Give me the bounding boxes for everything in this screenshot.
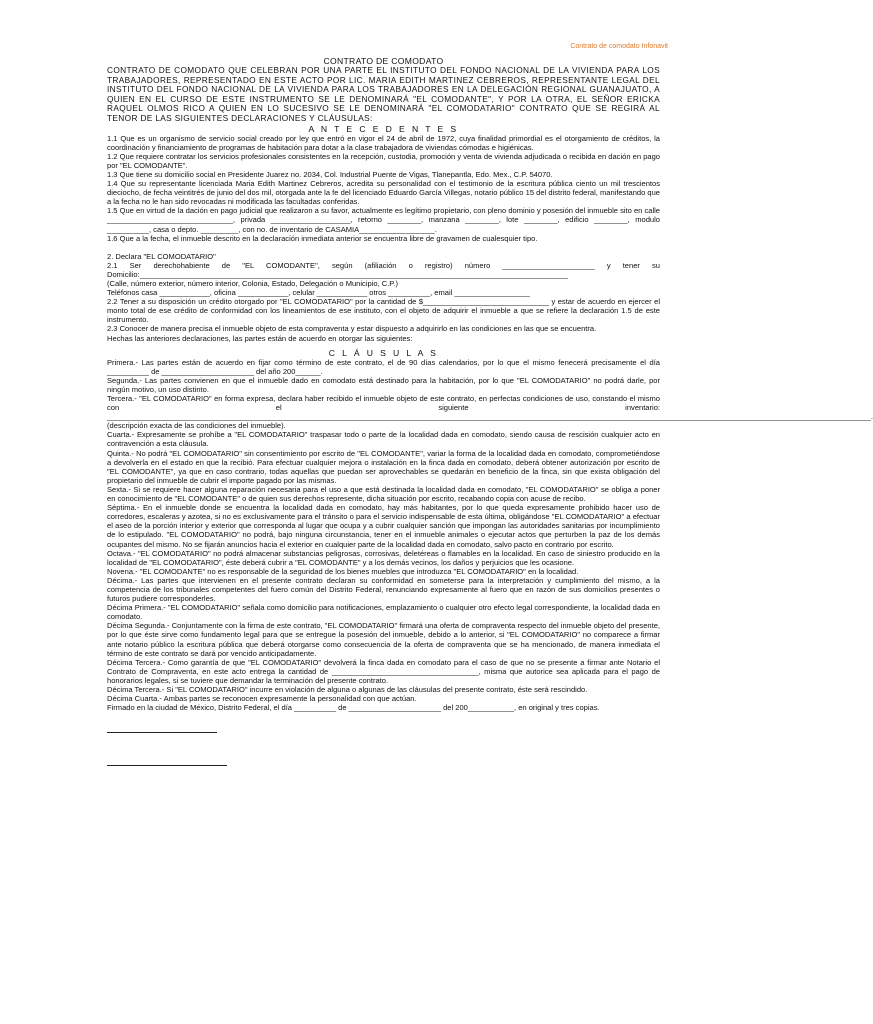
telefonos-line: Teléfonos casa ____________, oficina ____________, celular ____________ otros __________, email __________________ — [107, 288, 530, 298]
header-link[interactable]: Contrato de comodato Infonavit — [570, 43, 668, 50]
clausula-decima: Décima.- Las partes que intervienen en el presente contrato declaran su conformidad en someterse para la interpretación y cumplimiento del mismo, a la competencia de los tribunales competentes del fuero común del Distrito Federal, renunciando expresamente al fuero que en razón de sus domicilios presentes o futuros pudiere corresponderles. — [107, 575, 660, 604]
firma-lugar-fecha: Firmado en la ciudad de México, Distrito Federal, el día __________ de ______________________ del 200___________, en original y tres copias. — [107, 703, 600, 713]
antecedente-1-6: 1.6 Que a la fecha, el inmueble descrito en la declaración inmediata anterior se encuentra libre de gravamen de cualesquier tipo. — [107, 233, 538, 243]
clausula-sexta: Sexta.- Si se requiere hacer alguna reparación necesaria para el uso a que está destinada la localidad dada en comodato, "EL COMODATARIO" se obliga a poner en conocimiento de "EL COMODANTE" o de quien sus derechos represente, dicha situación por escrito, recabando copia con acuse de recibo. — [107, 484, 660, 504]
clausula-cuarta: Cuarta.- Expresamente se prohíbe a "EL COMODATARIO" traspasar todo o parte de la localidad dada en comodato, siendo causa de rescisión cualquier acto en contravención a esta cláusula. — [107, 430, 660, 449]
clausula-quinta: Quinta.- No podrá "EL COMODATARIO" sin consentimiento por escrito de "EL COMODANTE", variar la forma de la localidad dada en comodato, comprometiéndose a devolverla en el estado en que la recibió. Para efectuar cualquier mejora o instalación en la finca dada en comodato, deberá obtener autorización por escrito de "EL COMODANTE", ya que en caso contrario, todas aquellas que puedan ser aprovechables se quedarán en beneficio de la finca, sin que exista obligación del propietario del inmueble de cubrir el importe pagado por las mismas. — [107, 448, 660, 485]
antecedente-1-4: 1.4 Que su representante licenciada Maria Edith Martinez Cebreros, acredita su personalidad con el testimonio de la escritura pública ciento un mil trescientos dieciocho, de fecha veintitrés de junio del dos mil, otorgada ante la fe del licenciado Eduardo García Villegas, notario público 15 del distrito federal, manifestando que a la fecha no le han sido revocadas ni modificada las facultadas conferidas. — [107, 179, 660, 207]
declaraciones-cierre: Hechas las anteriores declaraciones, las partes están de acuerdo en otorgar las siguientes: — [107, 333, 413, 343]
signature-line-comodante — [107, 732, 217, 733]
document-title: CONTRATO DE COMODATO — [323, 56, 444, 66]
clausula-segunda: Segunda.- Las partes convienen en que el inmueble dado en comodato está destinado para la habitación, por lo que "EL COMODATARIO" no podrá darle, por ningún motivo, un uso distinto. — [107, 375, 660, 394]
declaracion-2-1: 2.1 Ser derechohabiente de "EL COMODANTE", según (afiliación o registro) número ______________________ y tener su Domicilio:______________________________________________________________________________________________________ — [107, 260, 660, 279]
declaracion-2-3: 2.3 Conocer de manera precisa el inmueble objeto de esta compraventa y estar dispuesto a adquirirlo en las condiciones en las que se encuentra. — [107, 324, 597, 334]
intro-paragraph: CONTRATO DE COMODATO QUE CELEBRAN POR UNA PARTE EL INSTITUTO DEL FONDO NACIONAL DE LA VIVIENDA PARA LOS TRABAJADORES, REPRESENTADO EN ESTE ACTO POR LIC. MARIA EDITH MARTINEZ CEBREROS, REPRESENTANTE LEGAL DEL INSTITUTO DEL FONDO NACIONAL DE LA VIVIENDA PARA LOS TRABAJADORES EN LA DELEGACIÓN REGIONAL GUANAJUATO, A QUIEN EN EL CURSO DE ESTE INSTRUMENTO SE LE DENOMINARÁ "EL COMODANTE", Y POR LA OTRA, EL SEÑOR ERICKA RAQUEL OLMOS RICO A QUIEN EN LO SUCESIVO SE LE DENOMINARÁ "EL COMODATARIO" CONTRATO QUE SE REGIRÁ AL TENOR DE LAS SIGUIENTES DECLARACIONES Y CLÁUSULAS: — [107, 65, 660, 123]
domicilio-note: (Calle, número exterior, número interior, Colonia, Estado, Delegación o Municipio, C.P.) — [107, 278, 398, 288]
antecedente-1-3: 1.3 Que tiene su domicilio social en Presidente Juarez no. 2034, Col. Industrial Puente de Vigas, Tlanepantla, Edo. Mex., C.P. 54070. — [107, 169, 553, 179]
clausula-septima: Séptima.- En el inmueble donde se encuentra la localidad dada en comodato, hay más habitantes, por lo que queda expresamente prohibido hacer uso de corredores, escaleras y azotea, si no es exclusivamente para el tránsito o para el servicio indispensable de esta última, obligándose "EL COMODATARIO" a efectuar el aseo de la porción interior y exterior que corresponda al lugar que ocupa y a cubrir cualquier sanción que impongan las autoridades sanitarias por incumplimiento de lo estipulado. "EL COMODATARIO" no podrá, bajo ninguna circunstancia, tener en el inmueble animales o ejecutar actos que perturben la paz de los demás ocupantes del mismo. No se fijarán anuncios hacia el exterior en cualquier parte de la localidad dada en comodato, salvo pacto en contrario por escrito. — [107, 503, 660, 549]
clausula-decima-tercera-rescision: Décima Tercera.- Si "EL COMODATARIO" incurre en violación de alguna o algunas de las cláusulas del presente contrato, éste será rescindido. — [107, 685, 588, 694]
antecedente-1-5: 1.5 Que en virtud de la dación en pago judicial que realizaron a su favor, actualmente es legítimo propietario, con pleno dominio y posesión del inmueble sito en calle ______________________________, privada ___________________, retorno ________, manzana ________, lote ________, edificio ________, modulo __________, casa o depto. _________, con no. de inventario de CASAMIA__________________. — [107, 206, 660, 234]
antecedente-1-2: 1.2 Que requiere contratar los servicios profesionales consistentes en la recepción, custodia, promoción y venta de vivienda adjudicada o recibida en dación en pago por "EL COMODANTE". — [107, 151, 660, 170]
declaracion-2-2: 2.2 Tener a su disposición un crédito otorgado por "EL COMODATARIO" por la cantidad de $______________________________ y estar de acuerdo en ejercer el monto total de ese crédito de conformidad con los lineamientos de ese instituto, con el objeto de adquirir el inmueble a que se refiere la declaración 1.5 de este instrumento. — [107, 297, 660, 325]
inventario-note: (descripción exacta de las condiciones del inmueble). — [107, 421, 286, 431]
clausula-decima-primera: Décima Primera.- "EL COMODATARIO" señala como domicilio para notificaciones, emplazamiento o cualquier otro efecto legal correspondiente, la localidad dada en comodato. — [107, 603, 660, 622]
declara-heading: 2. Declara "EL COMODATARIO" — [107, 251, 216, 261]
clausulas-heading: C L Á U S U L A S — [328, 347, 439, 358]
clausula-tercera: Tercera.- "EL COMODATARIO" en forma expresa, declara haber recibido el inmueble objeto de este contrato, en perfectas condiciones de uso, constando el mismo con el siguiente inventario: ______________________________________________________________________________________________________________________________________________________________________________________. — [107, 394, 873, 422]
clausula-novena: Novena.- "EL COMODANTE" no es responsable de la seguridad de los bienes muebles que introduzca "EL COMODATARIO" en la localidad. — [107, 566, 579, 576]
clausula-decima-tercera-garantia: Décima Tercera.- Como garantía de que "EL COMODATARIO" devolverá la finca dada en comodato para el caso de que no se presente a firmar ante Notario el Contrato de Compraventa, en este acto entrega la cantidad de ___________________________________, misma que autorice sea aplicada para el pago de honorarios legales, si se tuviere que demandar la terminación del presente contrato. — [107, 657, 660, 685]
clausula-decima-cuarta: Décima Cuarta.- Ambas partes se reconocen expresamente la personalidad con que actúan. — [107, 694, 417, 704]
antecedentes-heading: A N T E C E D E N T E S — [308, 123, 459, 134]
clausula-octava: Octava.- "EL COMODATARIO" no podrá almacenar substancias peligrosas, corrosivas, deletéreas o flamables en la localidad. En caso de siniestro producido en la localidad de "EL COMODATARIO", éste deberá cubrir a "EL COMODANTE" y a los demás vecinos, los daños y perjuicios que les ocasione. — [107, 548, 660, 567]
clausula-decima-segunda: Décima Segunda.- Conjuntamente con la firma de este contrato, "EL COMODATARIO" firmará una oferta de compraventa respecto del inmueble objeto del presente, por lo que éste sirve como fundamento legal para que se entregue la posesión del inmueble, debido a lo anterior, si "EL COMODATARIO" no comparece a firmar ante notario público la escritura pública que deberá otorgarse como consecuencia de la oferta de compraventa que se ha mencionado, de manera inmediata el término de este contrato se dará por vencido anticipadamente. — [107, 621, 660, 658]
signature-line-comodatario — [107, 765, 227, 766]
antecedente-1-1: 1.1 Que es un organismo de servicio social creado por ley que entró en vigor el 24 de abril de 1972, cuya finalidad primordial es el otorgamiento de créditos, la coordinación y financiamiento de programas de habitación para dotar a la clase trabajadora de viviendas cómodas e higiénicas. — [107, 133, 660, 152]
clausula-primera: Primera.- Las partes están de acuerdo en fijar como término de este contrato, el de 90 días calendarios, por lo que el mismo fenecerá precisamente el día __________ de ______________________ del año 200______. — [107, 357, 660, 376]
